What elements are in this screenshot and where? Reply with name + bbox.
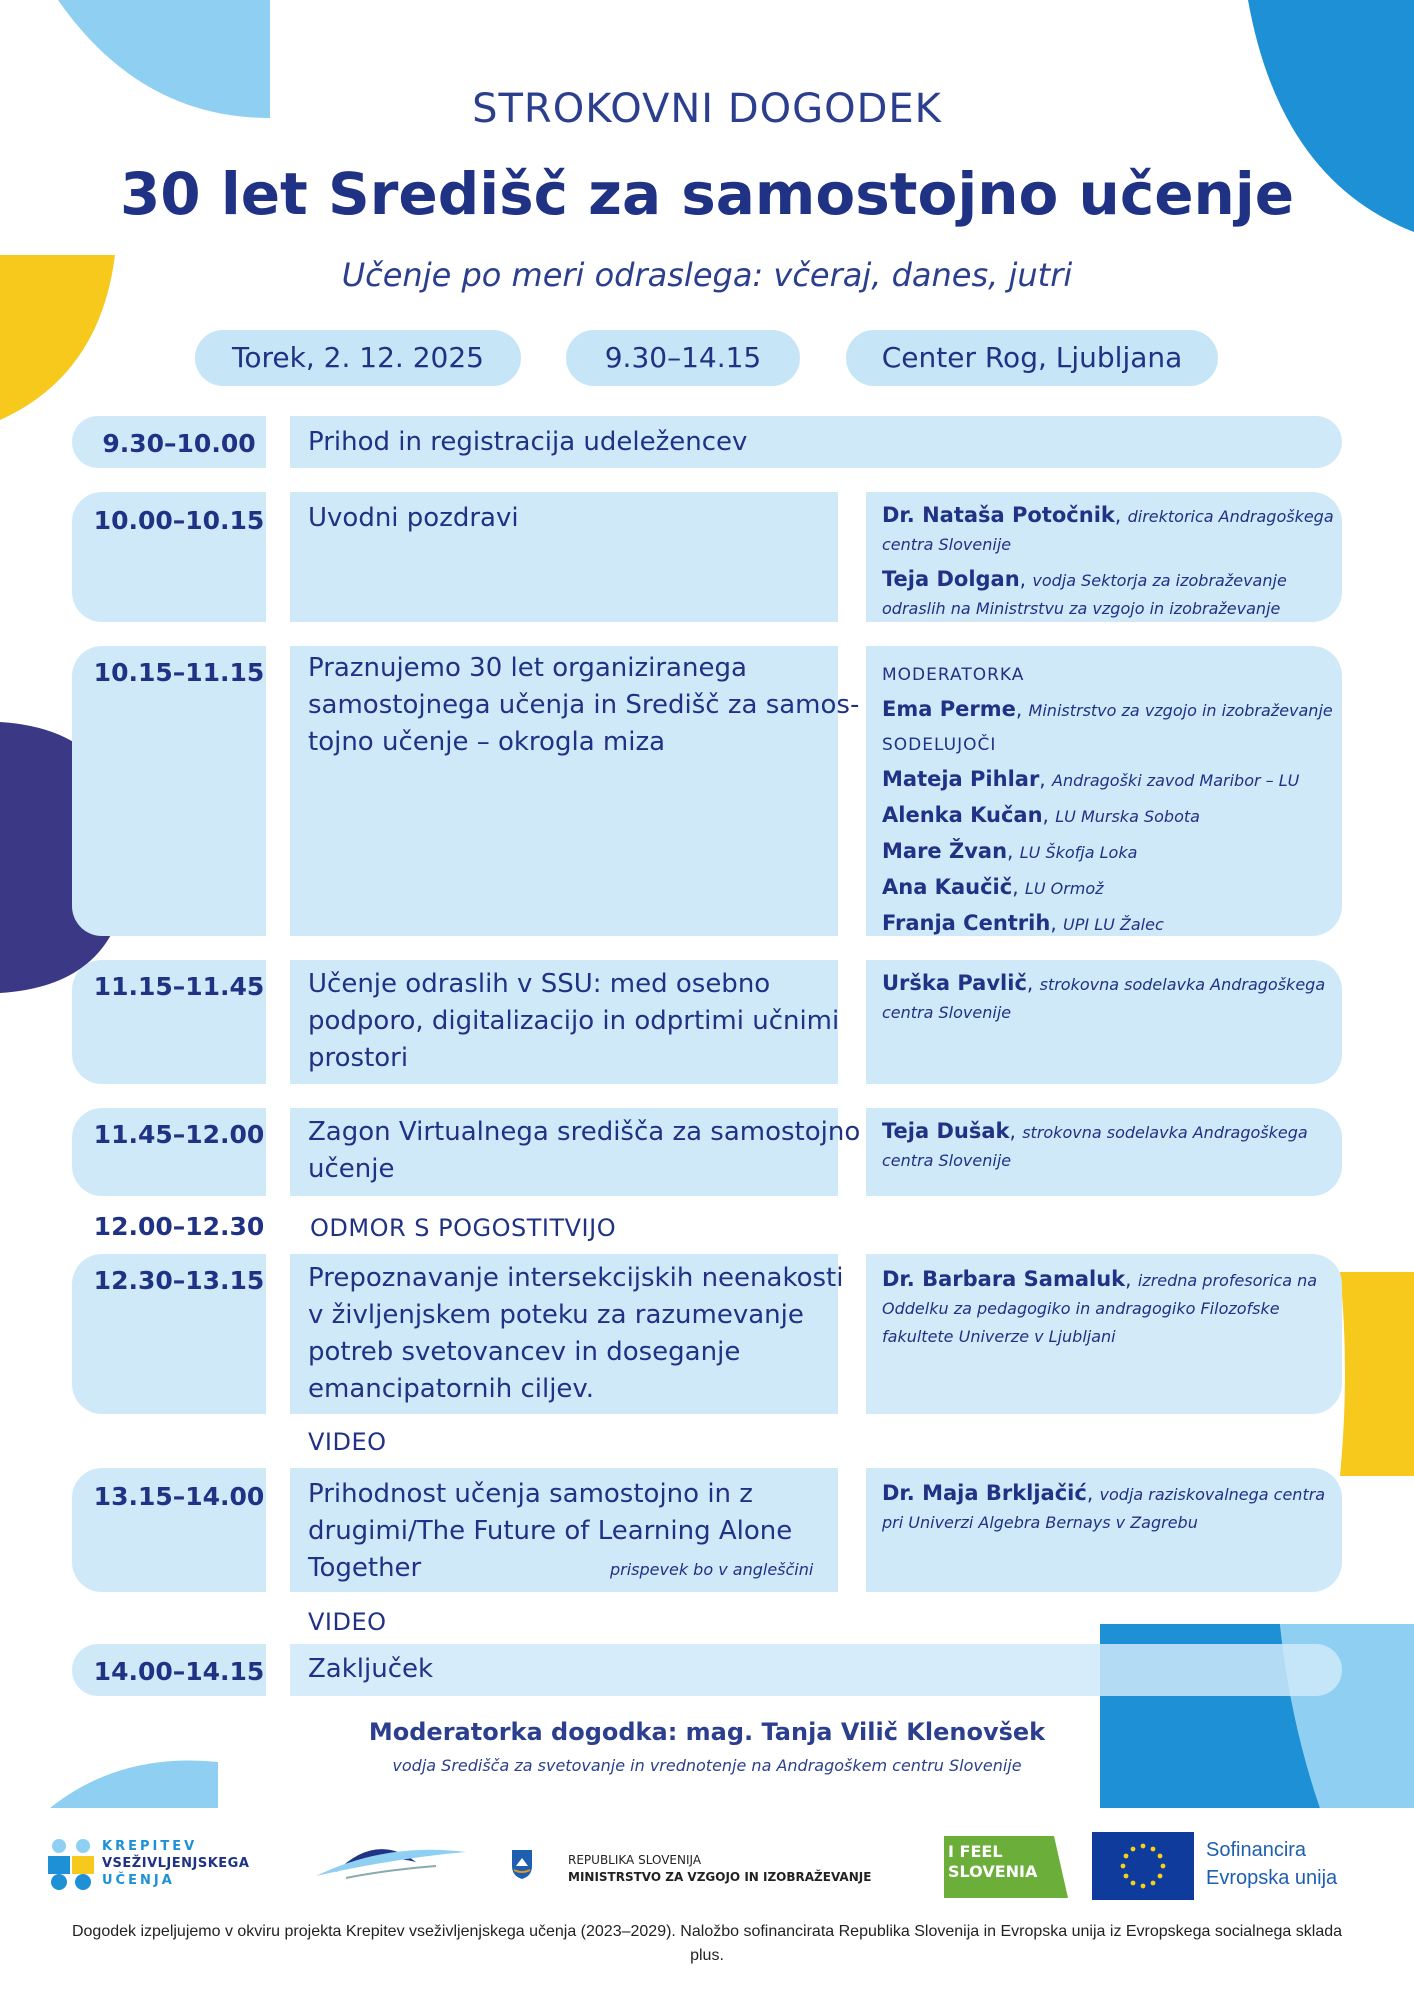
kvu-line: UČENJA [102, 1873, 175, 1888]
speaker-name: Mare Žvan [882, 839, 1008, 863]
row-9-time: 14.00–14.15 [93, 1657, 265, 1686]
speaker-name: Alenka Kučan [882, 803, 1043, 827]
row-4-title [308, 966, 839, 1077]
title-line: potreb svetovancev in doseganje [308, 1337, 741, 1367]
speaker-role: izredna profesorica na Oddelku za pedagogiko in andragogiko Filozofske fakultete Univerze v Ljubljani [882, 1271, 1318, 1346]
speaker-name: Dr. Barbara Samaluk [882, 1267, 1126, 1291]
speaker-role: strokovna sodelavka Andragoškega centra Slovenije [882, 975, 1326, 1022]
language-note: prispevek bo v angleščini [610, 1560, 814, 1579]
title-line: v življenjskem poteku za razumevanje [308, 1300, 804, 1330]
logo-strip [0, 1808, 1414, 1918]
speaker-name: Franja Centrih [882, 911, 1051, 935]
kvu-line: VSEŽIVLJENJSKEGA [102, 1856, 250, 1871]
speaker-name: Mateja Pihlar [882, 767, 1040, 791]
time-box-3 [72, 646, 266, 936]
speaker-name: Dr. Maja Brkljačić [882, 1481, 1087, 1505]
ministry-logo-text [568, 1852, 871, 1886]
place-pill: Center Rog, Ljubljana [846, 330, 1218, 386]
kvu-logo-icon [46, 1834, 98, 1892]
speaker-name: Teja Dušak [882, 1119, 1010, 1143]
speaker-name: Dr. Nataša Potočnik [882, 503, 1115, 527]
row-5-speakers: Teja Dušak, strokovna sodelavka Andragoškega centra Slovenije [882, 1119, 1308, 1170]
speaker-role: LU Škofja Loka [1019, 843, 1138, 862]
title-line: Together [308, 1553, 422, 1583]
speaker-role: vodja Sektorja za izobraževanje odraslih na Ministrstvu za vzgojo in izobraževanje [882, 571, 1287, 618]
participants-label: SODELUJOČI [882, 735, 997, 755]
speaker-name: Ema Perme [882, 697, 1016, 721]
row-5-title [308, 1114, 860, 1188]
row-7-title [308, 1260, 843, 1408]
speaker-name: Urška Pavlič [882, 971, 1027, 995]
speaker-role: Andragoški zavod Maribor – LU [1052, 771, 1300, 790]
title-line: podporo, digitalizacijo in odprtimi učnimi [308, 1006, 840, 1036]
title-line: samostojnega učenja in Središč za samos- [308, 690, 860, 720]
eu-line: Evropska unija [1206, 1867, 1338, 1889]
eu-logo-text [1206, 1836, 1337, 1892]
ifs-line: I FEEL [948, 1842, 1003, 1861]
ifs-line: SLOVENIA [948, 1862, 1038, 1881]
page-subtitle: Učenje po meri odraslega: včeraj, danes, jutri [341, 256, 1073, 294]
ministry-line: MINISTRSTVO ZA VZGOJO IN IZOBRAŽEVANJE [568, 1870, 872, 1884]
ifeelslovenia-text [948, 1842, 1037, 1882]
title-line: Prihodnost učenja samostojno in z [308, 1479, 753, 1509]
eu-line: Sofinancira [1206, 1839, 1307, 1861]
title-line: emancipatornih ciljev. [308, 1374, 595, 1404]
speaker-name: Teja Dolgan [882, 567, 1020, 591]
speaker-role: direktorica Andragoškega centra Slovenije [882, 507, 1334, 554]
row-2-title: Uvodni pozdravi [308, 503, 519, 533]
row-2-speakers: Dr. Nataša Potočnik, direktorica Andragoškega centra Slovenije Teja Dolgan, vodja Sektorja za izobraževanje odraslih na Ministrstvu za vzgojo in izobraževanje [882, 503, 1334, 618]
speaker-role: Ministrstvo za vzgojo in izobraževanje [1028, 701, 1333, 720]
row-7-speakers: Dr. Barbara Samaluk, izredna profesorica na Oddelku za pedagogiko in andragogiko Filozofske fakultete Univerze v Ljubljani [882, 1267, 1318, 1346]
content-box-9 [290, 1644, 1342, 1696]
row-1-title: Prihod in registracija udeležencev [308, 427, 748, 457]
row-3-speakers: MODERATORKA Ema Perme, Ministrstvo za vzgojo in izobraževanje SODELUJOČI Mateja Pihlar, Andragoški zavod Maribor – LU Alenka Kučan, LU Murska Sobota Mare Žvan, LU Škofja Loka Ana Kaučič, LU Ormož Franja Centrih, UPI LU Žalec [882, 658, 1342, 942]
video-label-2: VIDEO [308, 1608, 387, 1636]
row-3-title [308, 650, 859, 761]
speaker-role: LU Murska Sobota [1055, 807, 1200, 826]
speaker-name: Ana Kaučič [882, 875, 1013, 899]
speaker-role: UPI LU Žalec [1063, 915, 1164, 934]
slovenia-crest-icon [510, 1848, 534, 1880]
row-6-time: 12.00–12.30 [93, 1212, 265, 1241]
title-line: Učenje odraslih v SSU: med osebno [308, 969, 771, 999]
date-pill: Torek, 2. 12. 2025 [195, 330, 521, 386]
speaker-role: vodja raziskovalnega centra pri Univerzi Algebra Bernays v Zagrebu [882, 1485, 1326, 1532]
acs-logo-icon [296, 1832, 476, 1892]
event-kicker: STROKOVNI DOGODEK [472, 86, 942, 132]
row-8-time: 13.15–14.00 [93, 1482, 265, 1511]
row-7-time: 12.30–13.15 [93, 1266, 265, 1295]
video-label-1: VIDEO [308, 1428, 387, 1456]
break-label: ODMOR S POGOSTITVIJO [310, 1214, 617, 1242]
moderator-label: MODERATORKA [882, 665, 1025, 685]
row-4-time: 11.15–11.45 [93, 972, 265, 1001]
speaker-role: LU Ormož [1024, 879, 1104, 898]
decor-right-yellow [1340, 1272, 1414, 1476]
title-line: Prepoznavanje intersekcijskih neenakosti [308, 1263, 844, 1293]
time-pill: 9.30–14.15 [566, 330, 800, 386]
row-5-time: 11.45–12.00 [93, 1120, 265, 1149]
title-line: Zagon Virtualnega središča za samostojno [308, 1117, 861, 1147]
row-4-speakers: Urška Pavlič, strokovna sodelavka Andragoškega centra Slovenije [882, 971, 1326, 1022]
kvu-line: KREPITEV [102, 1839, 198, 1854]
row-9-title: Zaključek [308, 1654, 434, 1684]
speaker-role: strokovna sodelavka Andragoškega centra Slovenije [882, 1123, 1308, 1170]
ministry-line: REPUBLIKA SLOVENIJA [568, 1853, 702, 1867]
title-line: Praznujemo 30 let organiziranega [308, 653, 747, 683]
row-3-time: 10.15–11.15 [93, 658, 265, 687]
row-8-speakers: Dr. Maja Brkljačić, vodja raziskovalnega centra pri Univerzi Algebra Bernays v Zagrebu [882, 1481, 1326, 1532]
eu-flag-icon [1092, 1832, 1194, 1900]
row-1-time: 9.30–10.00 [102, 429, 256, 458]
page-title: 30 let Središč za samostojno učenje [119, 160, 1295, 228]
title-line: prostori [308, 1043, 409, 1073]
event-moderator: Moderatorka dogodka: mag. Tanja Vilič Klenovšek [368, 1718, 1046, 1746]
kvu-logo-text [102, 1838, 249, 1889]
title-line: učenje [308, 1154, 395, 1184]
event-moderator-role: vodja Središča za svetovanje in vrednotenje na Andragoškem centru Slovenije [392, 1756, 1022, 1775]
title-line: drugimi/The Future of Learning Alone [308, 1516, 793, 1546]
row-2-time: 10.00–10.15 [93, 506, 265, 535]
footer-note: Dogodek izpeljujemo v okviru projekta Krepitev vseživljenjskega učenja (2023–2029). Naložbo sofinancirata Republika Slovenija in Evropska unija iz Evropskega socialnega sklada plus. [71, 1923, 1343, 1964]
title-line: tojno učenje – okrogla miza [308, 727, 666, 757]
